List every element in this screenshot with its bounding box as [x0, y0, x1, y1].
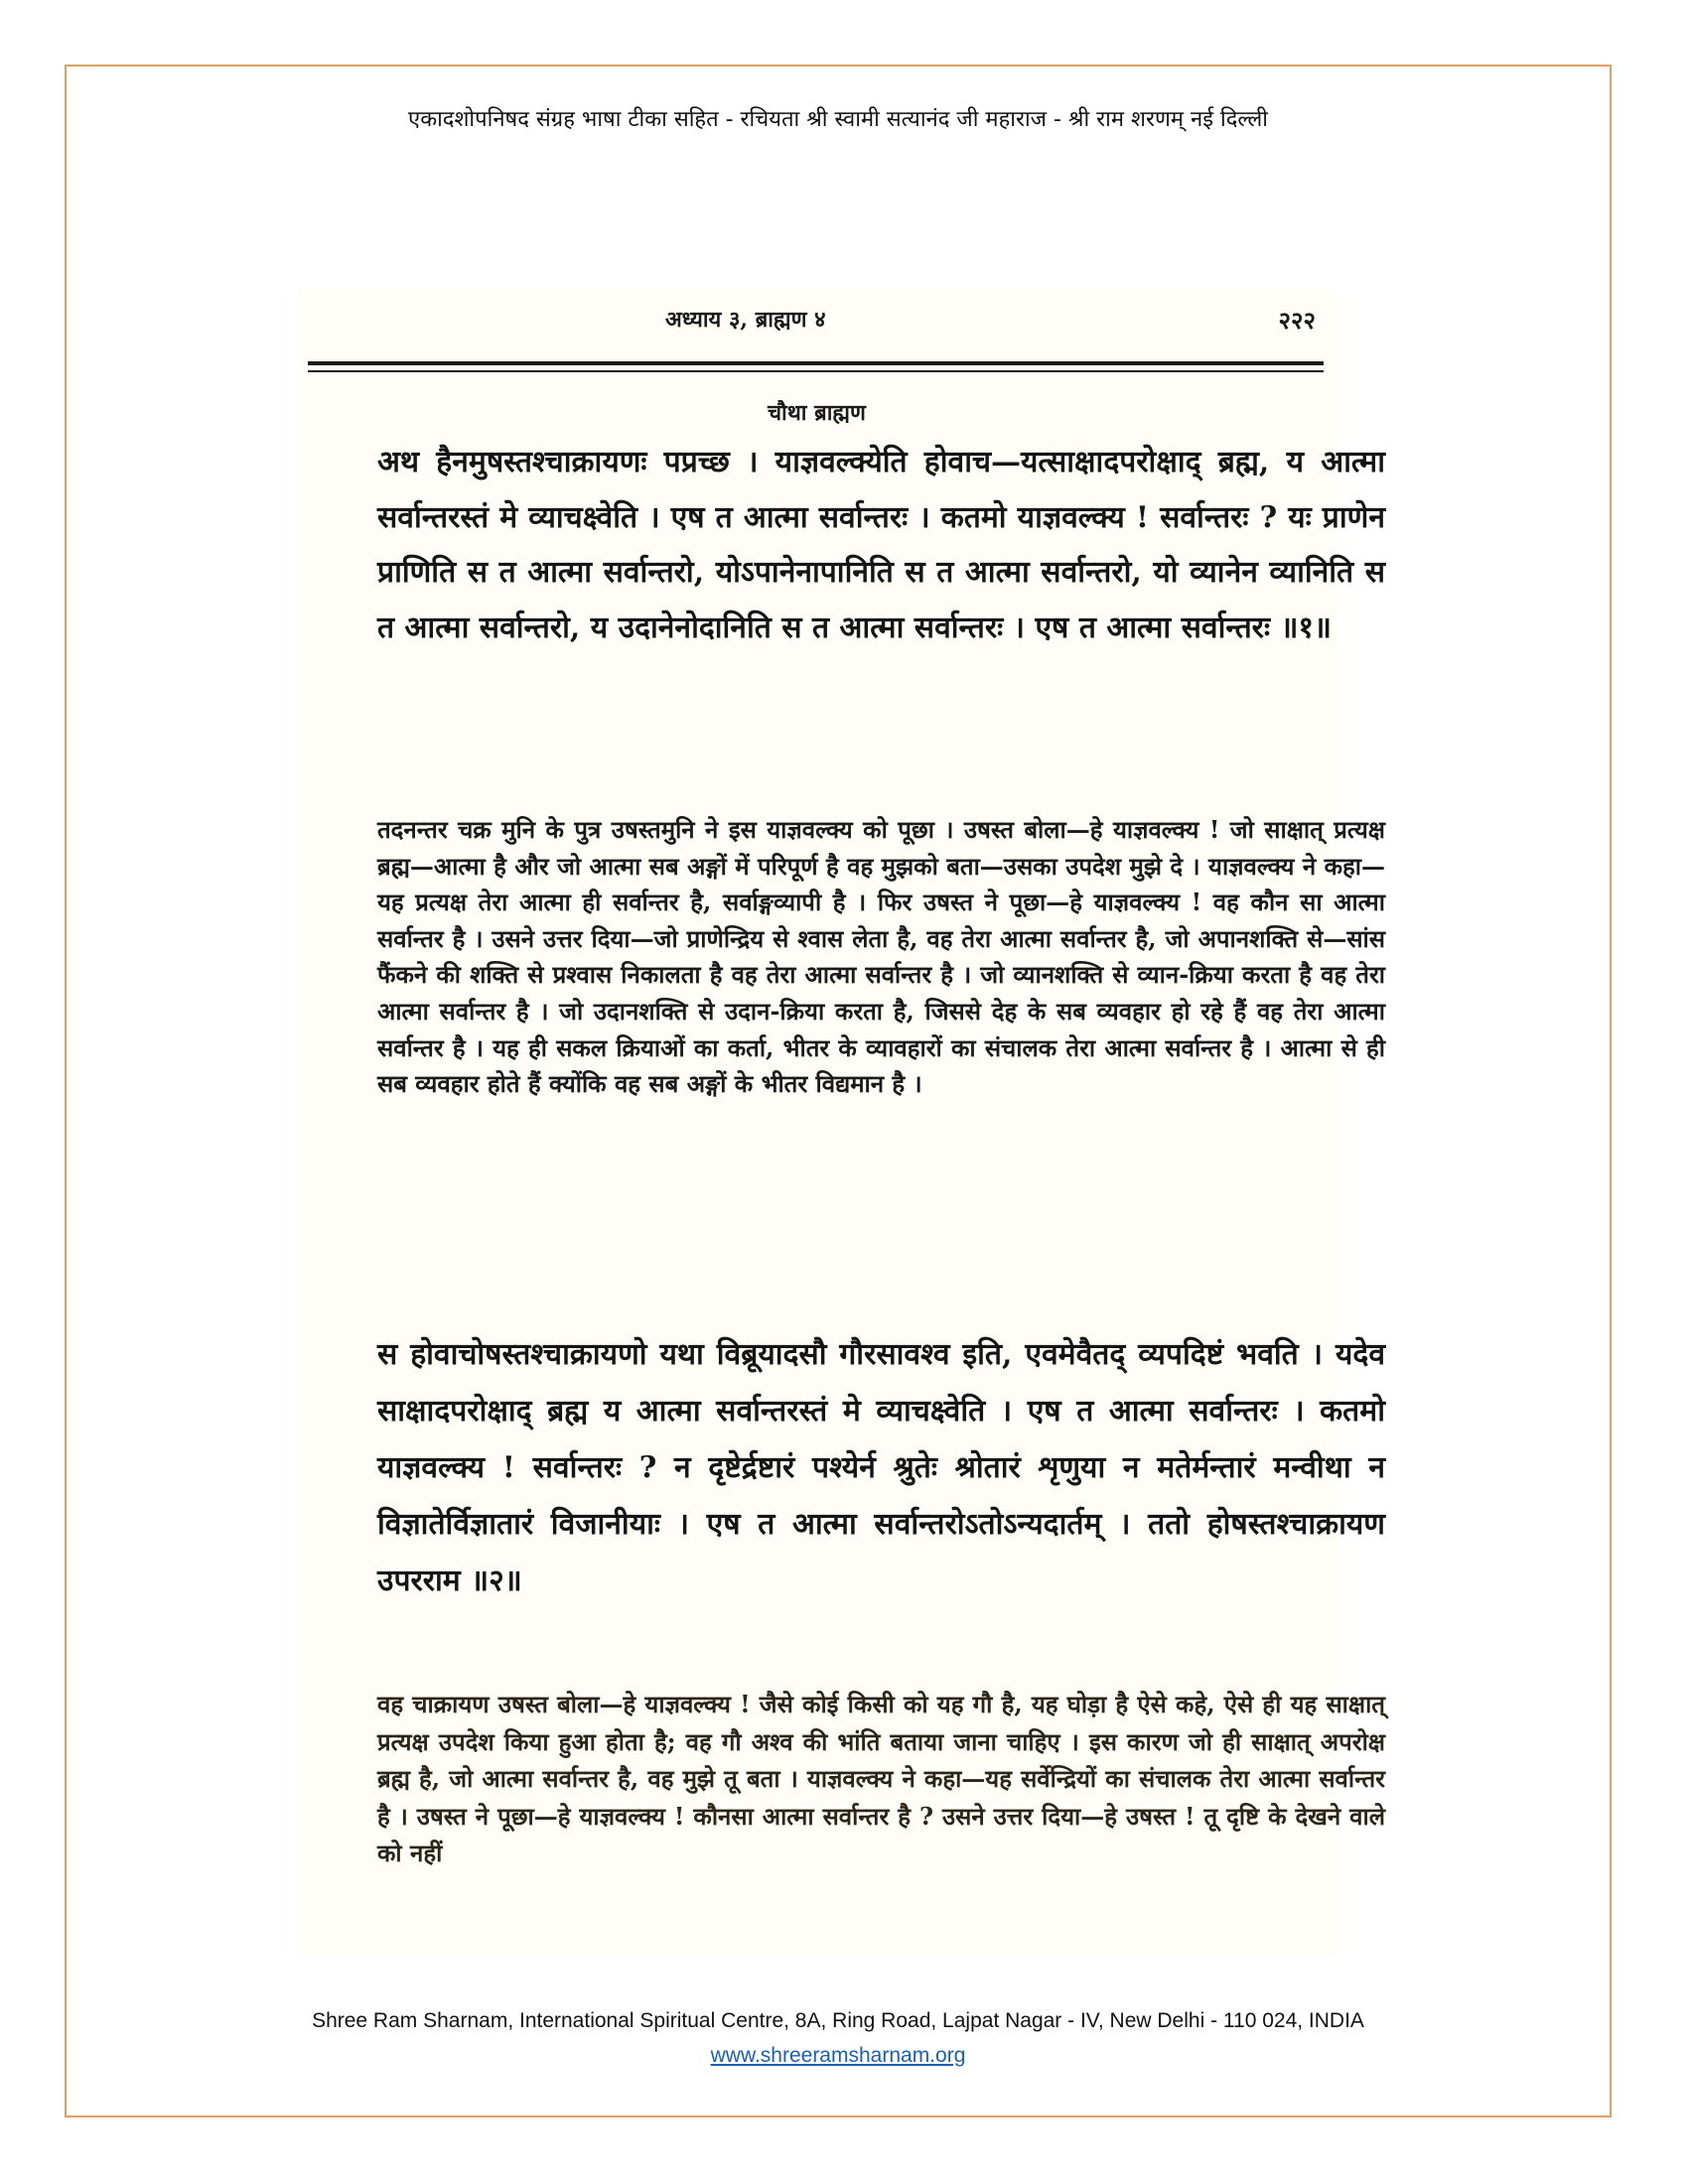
hindi-commentary-1: तदनन्तर चक्र मुनि के पुत्र उषस्तमुनि ने इस याज्ञवल्क्य को पूछा । उषस्त बोला—हे याज्ञवल्क्य ! जो साक्षात् प्रत्यक्ष ब्रह्म—आत्मा है और जो आत्मा सब अङ्गों में परिपूर्ण है वह मुझको बता—उसका उपदेश मुझे दे । याज्ञवल्क्य ने कहा—यह प्रत्यक्ष तेरा आत्मा ही सर्वान्तर है, सर्वाङ्गव्यापी है । फिर उषस्त ने पूछा—हे याज्ञवल्क्य ! वह कौन सा आत्मा सर्वान्तर है । उसने उत्तर दिया—जो प्राणेन्द्रिय से श्वास लेता है, वह तेरा आत्मा सर्वान्तर है, जो अपानशक्ति से—सांस फैंकने की शक्ति से प्रश्वास निकालता है वह तेरा आत्मा सर्वान्तर है । जो व्यानशक्ति से व्यान-क्रिया करता है वह तेरा आत्मा सर्वान्तर है । जो उदानशक्ति से उदान-क्रिया करता है, जिससे देह के सब व्यवहार हो रहे हैं वह तेरा आत्मा सर्वान्तर है । यह ही सकल क्रियाओं का कर्ता, भीतर के व्यावहारों का संचालक तेरा आत्मा सर्वान्तर है । आत्मा से ही सब व्यवहार होते हैं क्योंकि वह सब अङ्गों के भीतर विद्यमान है । [377, 815, 1385, 1099]
footer-address: Shree Ram Sharnam, International Spiritual Centre, 8A, Ring Road, Lajpat Nagar - IV, New Delhi - 110 024, INDIA [312, 2009, 1364, 2032]
website-link[interactable]: www.shreeramsharnam.org [710, 2044, 966, 2067]
scanned-book-page [298, 288, 1385, 1956]
sanskrit-verse-1: अथ हैनमुषस्तश्चाक्रायणः पप्रच्छ । याज्ञवल्क्येति होवाच—यत्साक्षादपरोक्षाद् ब्रह्म, य आत्मा सर्वान्तरस्तं मे व्याचक्ष्वेति । एष त आत्मा सर्वान्तरः । कतमो याज्ञवल्क्य ! सर्वान्तरः ? यः प्राणेन प्राणिति स त आत्मा सर्वान्तरो, योऽपानेनापानिति स त आत्मा सर्वान्तरो, यो व्यानेन व्यानिति स त आत्मा सर्वान्तरो, य उदानेनोदानिति स त आत्मा सर्वान्तरः । एष त आत्मा सर्वान्तरः ॥१॥ [377, 445, 1385, 645]
header-rule-thick [308, 361, 1324, 365]
running-head: अध्याय ३, ब्राह्मण ४ [665, 307, 826, 333]
section-heading: चौथा ब्राह्मण [768, 400, 866, 426]
header-rule-thin [308, 370, 1324, 372]
page-number: २२२ [1278, 306, 1316, 335]
document-header-title: एकादशोपनिषद संग्रह भाषा टीका सहित - रचियता श्री स्वामी सत्यानंद जी महाराज - श्री राम शरणम् नई दिल्ली [408, 107, 1268, 132]
sanskrit-verse-2: स होवाचोषस्तश्चाक्रायणो यथा विब्रूयादसौ गौरसावश्व इति, एवमेवैतद् व्यपदिष्टं भवति । यदेव साक्षादपरोक्षाद् ब्रह्म य आत्मा सर्वान्तरस्तं मे व्याचक्ष्वेति । एष त आत्मा सर्वान्तरः । कतमो याज्ञवल्क्य ! सर्वान्तरः ? न दृष्टेर्द्रष्टारं पश्येर्न श्रुतेः श्रोतारं शृणुया न मतेर्मन्तारं मन्वीथा न विज्ञातेर्विज्ञातारं विजानीयाः । एष त आत्मा सर्वान्तरोऽतोऽन्यदार्तम् । ततो होषस्तश्चाक्रायण उपरराम ॥२॥ [377, 1337, 1385, 1598]
hindi-commentary-2: वह चाक्रायण उषस्त बोला—हे याज्ञवल्क्य ! जैसे कोई किसी को यह गौ है, यह घोड़ा है ऐसे कहे, ऐसे ही यह साक्षात् प्रत्यक्ष उपदेश किया हुआ होता है; वह गौ अश्व की भांति बताया जाना चाहिए । इस कारण जो ही साक्षात् अपरोक्ष ब्रह्म है, जो आत्मा सर्वान्तर है, वह मुझे तू बता । याज्ञवल्क्य ने कहा—यह सर्वेन्द्रियों का संचालक तेरा आत्मा सर्वान्तर है । उषस्त ने पूछा—हे याज्ञवल्क्य ! कौनसा आत्मा सर्वान्तर है ? उसने उत्तर दिया—हे उषस्त ! तू दृष्टि के देखने वाले को नहीं [377, 1690, 1385, 1867]
